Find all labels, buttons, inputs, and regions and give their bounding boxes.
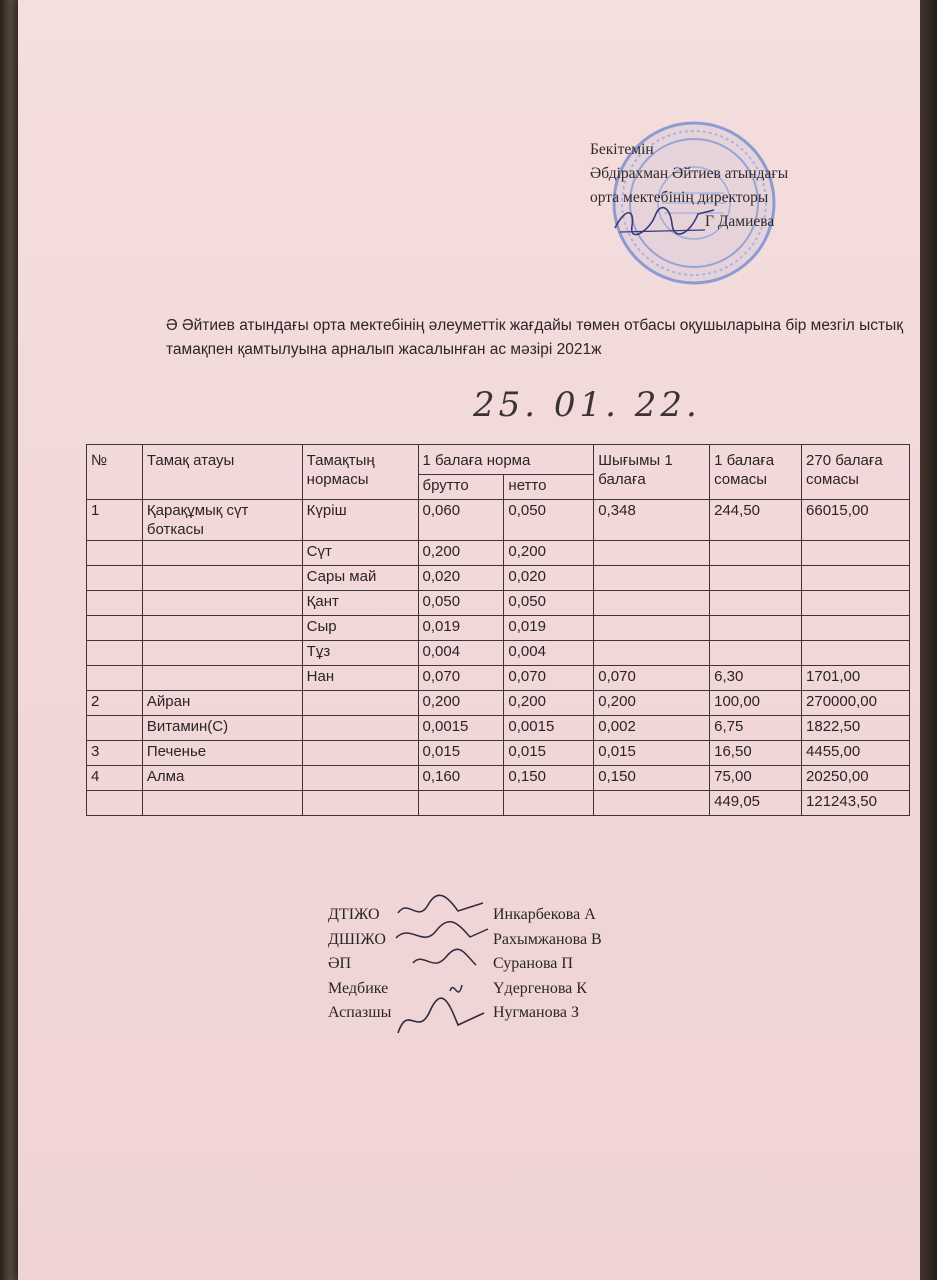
cell-expense	[594, 566, 710, 591]
signature-role: ДШІЖО	[328, 930, 386, 948]
table-header-row	[87, 445, 910, 475]
cell-sum270	[802, 591, 910, 616]
menu-table-body	[87, 500, 910, 816]
cell-norm	[302, 716, 418, 741]
cell-sum1: 16,50	[710, 741, 802, 766]
cell-brutto: 0,020	[418, 566, 504, 591]
signature-role: ӘП	[328, 955, 352, 972]
cell-name: Алма	[142, 766, 302, 791]
cell-num	[87, 616, 143, 641]
header-netto: нетто	[504, 475, 594, 500]
cell-sum1: 100,00	[710, 691, 802, 716]
table-row	[87, 791, 910, 816]
cell-sum270: 4455,00	[802, 741, 910, 766]
cell-brutto: 0,004	[418, 641, 504, 666]
cell-sum270: 270000,00	[802, 691, 910, 716]
header-sum-1: 1 балаға сомасы	[710, 445, 802, 500]
header-brutto: брутто	[418, 475, 504, 500]
cell-sum270: 1701,00	[802, 666, 910, 691]
cell-name	[142, 566, 302, 591]
document-title: Ә Әйтиев атындағы орта мектебінің әлеуметтік жағдайы төмен отбасы оқушыларына бір мезгіл ыстық тамақпен қамтылуына арналып жасалынған ас мәзірі 2021ж	[166, 317, 904, 358]
cell-sum1	[710, 541, 802, 566]
cell-expense: 0,070	[594, 666, 710, 691]
cell-sum270: 121243,50	[802, 791, 910, 816]
cell-brutto: 0,060	[418, 500, 504, 541]
cell-brutto: 0,070	[418, 666, 504, 691]
signature-name: Суранова П	[493, 955, 573, 972]
cell-name: Печенье	[142, 741, 302, 766]
cell-name	[142, 616, 302, 641]
cell-sum270: 20250,00	[802, 766, 910, 791]
cell-expense	[594, 616, 710, 641]
cell-sum1: 6,30	[710, 666, 802, 691]
cell-norm: Тұз	[302, 641, 418, 666]
table-row	[87, 716, 910, 741]
handwritten-date	[473, 380, 713, 430]
table-row	[87, 591, 910, 616]
signature-role: Аспазшы	[328, 1004, 392, 1021]
cell-name: Айран	[142, 691, 302, 716]
handwritten-date-text: 25. 01. 22.	[473, 385, 701, 425]
cell-num	[87, 591, 143, 616]
cell-sum1	[710, 591, 802, 616]
signature-name: Рахымжанова В	[493, 930, 602, 948]
cell-netto: 0,019	[504, 616, 594, 641]
table-row	[87, 766, 910, 791]
cell-norm: Сыр	[302, 616, 418, 641]
signatures-block	[328, 903, 728, 1026]
header-food-norm: Тамақтың нормасы	[302, 445, 418, 500]
cell-brutto: 0,200	[418, 691, 504, 716]
cell-brutto: 0,0015	[418, 716, 504, 741]
cell-brutto: 0,200	[418, 541, 504, 566]
cell-norm	[302, 691, 418, 716]
cell-netto: 0,070	[504, 666, 594, 691]
cell-name	[142, 541, 302, 566]
document-page	[18, 0, 920, 1280]
cell-name	[142, 591, 302, 616]
cell-sum1: 449,05	[710, 791, 802, 816]
cell-expense: 0,150	[594, 766, 710, 791]
cell-brutto: 0,019	[418, 616, 504, 641]
cell-sum270: 1822,50	[802, 716, 910, 741]
signature-name: Үдергенова К	[493, 979, 587, 997]
cell-brutto: 0,050	[418, 591, 504, 616]
cell-num: 3	[87, 741, 143, 766]
cell-num	[87, 566, 143, 591]
cell-num	[87, 716, 143, 741]
cell-netto: 0,050	[504, 591, 594, 616]
cell-sum1	[710, 616, 802, 641]
cell-num	[87, 666, 143, 691]
cell-name: Қарақұмық сүт боткасы	[142, 500, 302, 541]
cell-num	[87, 791, 143, 816]
cell-brutto: 0,015	[418, 741, 504, 766]
header-sum-270: 270 балаға сомасы	[802, 445, 910, 500]
table-row	[87, 666, 910, 691]
cell-expense: 0,200	[594, 691, 710, 716]
cell-netto: 0,200	[504, 691, 594, 716]
approval-school-name: Әбдірахман Әйтиев атындағы	[590, 165, 789, 182]
cell-name	[142, 791, 302, 816]
cell-name	[142, 641, 302, 666]
signature-name: Инкарбекова А	[493, 906, 596, 923]
cell-sum270	[802, 541, 910, 566]
approval-signer: Г Дамиева	[705, 213, 775, 230]
cell-num: 4	[87, 766, 143, 791]
cell-brutto: 0,160	[418, 766, 504, 791]
cell-expense	[594, 641, 710, 666]
cell-sum1: 244,50	[710, 500, 802, 541]
cell-sum1: 6,75	[710, 716, 802, 741]
menu-table	[86, 444, 910, 816]
cell-netto: 0,020	[504, 566, 594, 591]
cell-netto: 0,015	[504, 741, 594, 766]
header-num: №	[87, 445, 143, 500]
background-right	[917, 0, 937, 1280]
table-row	[87, 691, 910, 716]
header-expense: Шығымы 1 балаға	[594, 445, 710, 500]
table-row	[87, 500, 910, 541]
cell-num	[87, 541, 143, 566]
cell-num	[87, 641, 143, 666]
cell-num: 1	[87, 500, 143, 541]
cell-netto: 0,0015	[504, 716, 594, 741]
cell-expense: 0,002	[594, 716, 710, 741]
cell-norm	[302, 791, 418, 816]
header-food-name: Тамақ атауы	[142, 445, 302, 500]
cell-netto: 0,004	[504, 641, 594, 666]
cell-expense	[594, 541, 710, 566]
cell-netto: 0,200	[504, 541, 594, 566]
cell-sum1: 75,00	[710, 766, 802, 791]
cell-norm: Сүт	[302, 541, 418, 566]
cell-netto: 0,150	[504, 766, 594, 791]
cell-sum270	[802, 641, 910, 666]
cell-brutto	[418, 791, 504, 816]
signature-role: ДТІЖО	[328, 906, 380, 923]
cell-netto	[504, 791, 594, 816]
table-row	[87, 641, 910, 666]
table-row	[87, 616, 910, 641]
cell-norm	[302, 741, 418, 766]
cell-sum1	[710, 566, 802, 591]
table-row	[87, 541, 910, 566]
director-signature	[610, 200, 720, 240]
cell-expense	[594, 591, 710, 616]
approval-block	[590, 138, 910, 234]
cell-norm: Сары май	[302, 566, 418, 591]
approval-position: орта мектебінің директоры	[590, 189, 769, 206]
table-row	[87, 741, 910, 766]
cell-netto: 0,050	[504, 500, 594, 541]
cell-sum270: 66015,00	[802, 500, 910, 541]
cell-expense: 0,015	[594, 741, 710, 766]
cell-norm: Қант	[302, 591, 418, 616]
signature-role: Медбике	[328, 979, 389, 997]
cell-sum1	[710, 641, 802, 666]
header-child-norm: 1 балаға норма	[418, 445, 594, 475]
cell-sum270	[802, 566, 910, 591]
cell-expense: 0,348	[594, 500, 710, 541]
cell-norm: Нан	[302, 666, 418, 691]
cell-norm	[302, 766, 418, 791]
cell-num: 2	[87, 691, 143, 716]
approval-heading: Бекітемін	[590, 141, 654, 158]
cell-sum270	[802, 616, 910, 641]
signature-name: Нугманова З	[493, 1004, 580, 1021]
table-row	[87, 566, 910, 591]
cell-name	[142, 666, 302, 691]
cell-expense	[594, 791, 710, 816]
cell-name: Витамин(С)	[142, 716, 302, 741]
cell-norm: Күріш	[302, 500, 418, 541]
signature-scribbles	[388, 893, 498, 1043]
